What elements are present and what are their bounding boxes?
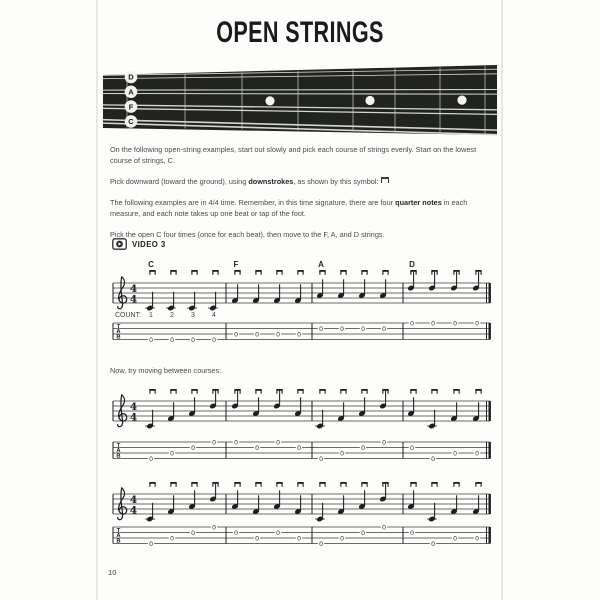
quarter-note — [407, 482, 417, 510]
tab-number: 0 — [234, 331, 238, 339]
string-label: D — [128, 72, 134, 82]
quarter-note — [188, 389, 198, 417]
tab-clef-letter: B — [116, 334, 121, 341]
tab-number: 0 — [361, 529, 365, 537]
paragraph-1 — [110, 145, 498, 167]
count-number: 4 — [212, 312, 216, 319]
tab-number: 0 — [431, 540, 435, 548]
tab-number: 0 — [410, 444, 414, 452]
position-dot — [457, 96, 466, 105]
tab-number: 0 — [255, 331, 259, 339]
paragraphs — [110, 145, 498, 251]
quarter-note — [273, 270, 283, 304]
quarter-note — [337, 270, 347, 299]
tab-clef-letter: B — [116, 538, 121, 545]
quarter-note — [427, 482, 437, 522]
tab-number: 0 — [340, 325, 344, 333]
tab-number: 0 — [382, 524, 386, 532]
quarter-note — [472, 482, 482, 515]
chord-label: C — [148, 260, 154, 269]
quarter-note — [450, 482, 460, 515]
quarter-note — [231, 270, 241, 304]
video-badge — [112, 238, 166, 250]
quarter-note — [252, 482, 262, 515]
time-signature-digit: 4 — [129, 504, 138, 517]
quarter-note — [315, 389, 325, 429]
text-run: Pick downward (toward the ground), using — [110, 176, 249, 186]
count-number: 3 — [191, 312, 195, 319]
tab-clef-letter: T — [116, 442, 121, 449]
count-number: 1 — [149, 312, 153, 319]
quarter-note — [337, 389, 347, 422]
string-label: A — [128, 87, 134, 97]
chord-label: A — [318, 260, 324, 269]
page-title: OPEN STRINGS — [216, 16, 384, 49]
time-signature-digit: 4 — [129, 411, 138, 424]
quarter-note — [273, 482, 283, 510]
tab-clef-letter: A — [116, 533, 121, 540]
quarter-note — [358, 270, 368, 299]
time-signature-digit: 4 — [129, 293, 138, 306]
tab-number: 0 — [382, 325, 386, 333]
final-barline-thick — [489, 401, 491, 421]
paragraph-3 — [110, 198, 498, 220]
tab-number: 0 — [361, 444, 365, 452]
text-run: , as shown by this symbol: — [293, 176, 379, 186]
tab-number: 0 — [475, 320, 479, 328]
music-notation — [100, 250, 500, 562]
quarter-note — [231, 482, 241, 510]
tab-number: 0 — [453, 450, 457, 458]
paragraph-4 — [110, 230, 498, 241]
quarter-note — [167, 389, 177, 422]
quarter-note — [358, 389, 368, 417]
quarter-note — [166, 270, 177, 311]
downstroke-symbol-icon — [381, 177, 389, 183]
fretboard-image — [95, 58, 505, 142]
quarter-note — [337, 482, 347, 515]
time-signature-digit: 4 — [129, 493, 138, 506]
tab-clef-letter: A — [116, 448, 121, 455]
quarter-note — [188, 482, 198, 510]
count-label: COUNT: — [115, 312, 142, 319]
tab-clef-letter: B — [116, 453, 121, 460]
paragraph-2 — [110, 177, 498, 188]
count-number: 2 — [170, 312, 174, 319]
tab-number: 0 — [212, 439, 216, 447]
quarter-note — [294, 482, 304, 515]
bold-term: quarter notes — [395, 197, 442, 207]
final-barline-thick — [489, 527, 491, 544]
tab-staff — [113, 438, 491, 462]
position-dot — [365, 96, 374, 105]
tab-number: 0 — [234, 439, 238, 447]
tab-number: 0 — [431, 320, 435, 328]
music-example-3 — [113, 482, 491, 548]
tab-number: 0 — [319, 455, 323, 463]
tab-number: 0 — [297, 535, 301, 543]
tab-number: 0 — [410, 529, 414, 537]
quarter-note — [187, 270, 198, 311]
tab-number: 0 — [149, 540, 153, 548]
page-number: 10 — [108, 568, 117, 577]
text-run: On the following open-string examples, start out slowly and pick each course of strings evenly. Start on the lowest course of strings, C. — [110, 145, 477, 165]
time-signature-digit: 4 — [129, 282, 138, 295]
interlude-text: Now, try moving between courses: — [110, 366, 222, 375]
tab-number: 0 — [410, 320, 414, 328]
tab-staff — [113, 319, 491, 343]
quarter-note — [252, 389, 262, 417]
tab-number: 0 — [453, 535, 457, 543]
tab-number: 0 — [276, 331, 280, 339]
quarter-note — [145, 389, 156, 429]
quarter-note — [407, 389, 417, 417]
quarter-note — [472, 389, 482, 422]
text-run: Pick the open C four times (once for each beat), then move to the F, A, and D strings. — [110, 229, 385, 239]
tab-number: 0 — [475, 535, 479, 543]
text-run: The following examples are in 4/4 time. Remember, in this time signature, there are four — [110, 197, 396, 207]
tab-number: 0 — [149, 336, 153, 344]
tab-number: 0 — [382, 439, 386, 447]
tab-number: 0 — [170, 450, 174, 458]
tab-number: 0 — [191, 529, 195, 537]
tab-number: 0 — [170, 535, 174, 543]
time-signature-digit: 4 — [129, 400, 138, 413]
tab-number: 0 — [453, 320, 457, 328]
quarter-note — [294, 389, 304, 417]
text-run: in each measure, and each note takes up one beat or tap of the foot. — [110, 197, 468, 218]
video-badge-label: VIDEO 3 — [132, 239, 166, 249]
tab-number: 0 — [475, 450, 479, 458]
quarter-note — [208, 270, 219, 311]
quarter-note — [379, 270, 389, 299]
quarter-note — [450, 389, 460, 422]
tab-number: 0 — [340, 450, 344, 458]
quarter-note — [358, 482, 368, 510]
bold-term: downstrokes — [248, 176, 294, 186]
tab-number: 0 — [149, 455, 153, 463]
tab-number: 0 — [234, 529, 238, 537]
tab-number: 0 — [191, 336, 195, 344]
string-label: F — [128, 102, 134, 112]
final-barline-thick — [489, 442, 491, 459]
final-barline-thick — [489, 283, 491, 303]
tab-number: 0 — [276, 439, 280, 447]
quarter-note — [252, 270, 262, 304]
quarter-note — [315, 482, 325, 522]
tab-number: 0 — [319, 540, 323, 548]
tab-number: 0 — [340, 535, 344, 543]
tab-number: 0 — [431, 455, 435, 463]
chord-label: F — [233, 260, 239, 269]
count-row — [115, 312, 216, 319]
tab-number: 0 — [361, 325, 365, 333]
quarter-note — [316, 270, 326, 299]
quarter-note — [427, 389, 437, 429]
tab-clef-letter: A — [116, 329, 121, 336]
string-label: C — [128, 117, 134, 127]
final-barline-thick — [489, 494, 491, 514]
tab-number: 0 — [212, 524, 216, 532]
final-barline-thick — [489, 323, 491, 340]
tab-number: 0 — [319, 325, 323, 333]
tab-number: 0 — [297, 444, 301, 452]
tab-number: 0 — [212, 336, 216, 344]
tab-number: 0 — [255, 535, 259, 543]
quarter-note — [145, 482, 156, 522]
string-line — [103, 94, 497, 95]
video-icon — [112, 238, 127, 250]
string-line — [103, 90, 497, 91]
tab-number: 0 — [297, 331, 301, 339]
music-example-1 — [113, 260, 491, 344]
tab-number: 0 — [276, 529, 280, 537]
quarter-note — [294, 270, 304, 304]
tab-number: 0 — [191, 444, 195, 452]
fretboard — [103, 65, 497, 135]
tab-clef-letter: T — [116, 323, 121, 330]
position-dot — [265, 96, 274, 105]
quarter-note — [167, 482, 177, 515]
tab-number: 0 — [255, 444, 259, 452]
chord-label: D — [409, 260, 415, 269]
music-example-2 — [113, 389, 491, 463]
tab-staff — [113, 523, 491, 547]
quarter-note — [145, 270, 156, 311]
tab-clef-letter: T — [116, 527, 121, 534]
tab-number: 0 — [170, 336, 174, 344]
